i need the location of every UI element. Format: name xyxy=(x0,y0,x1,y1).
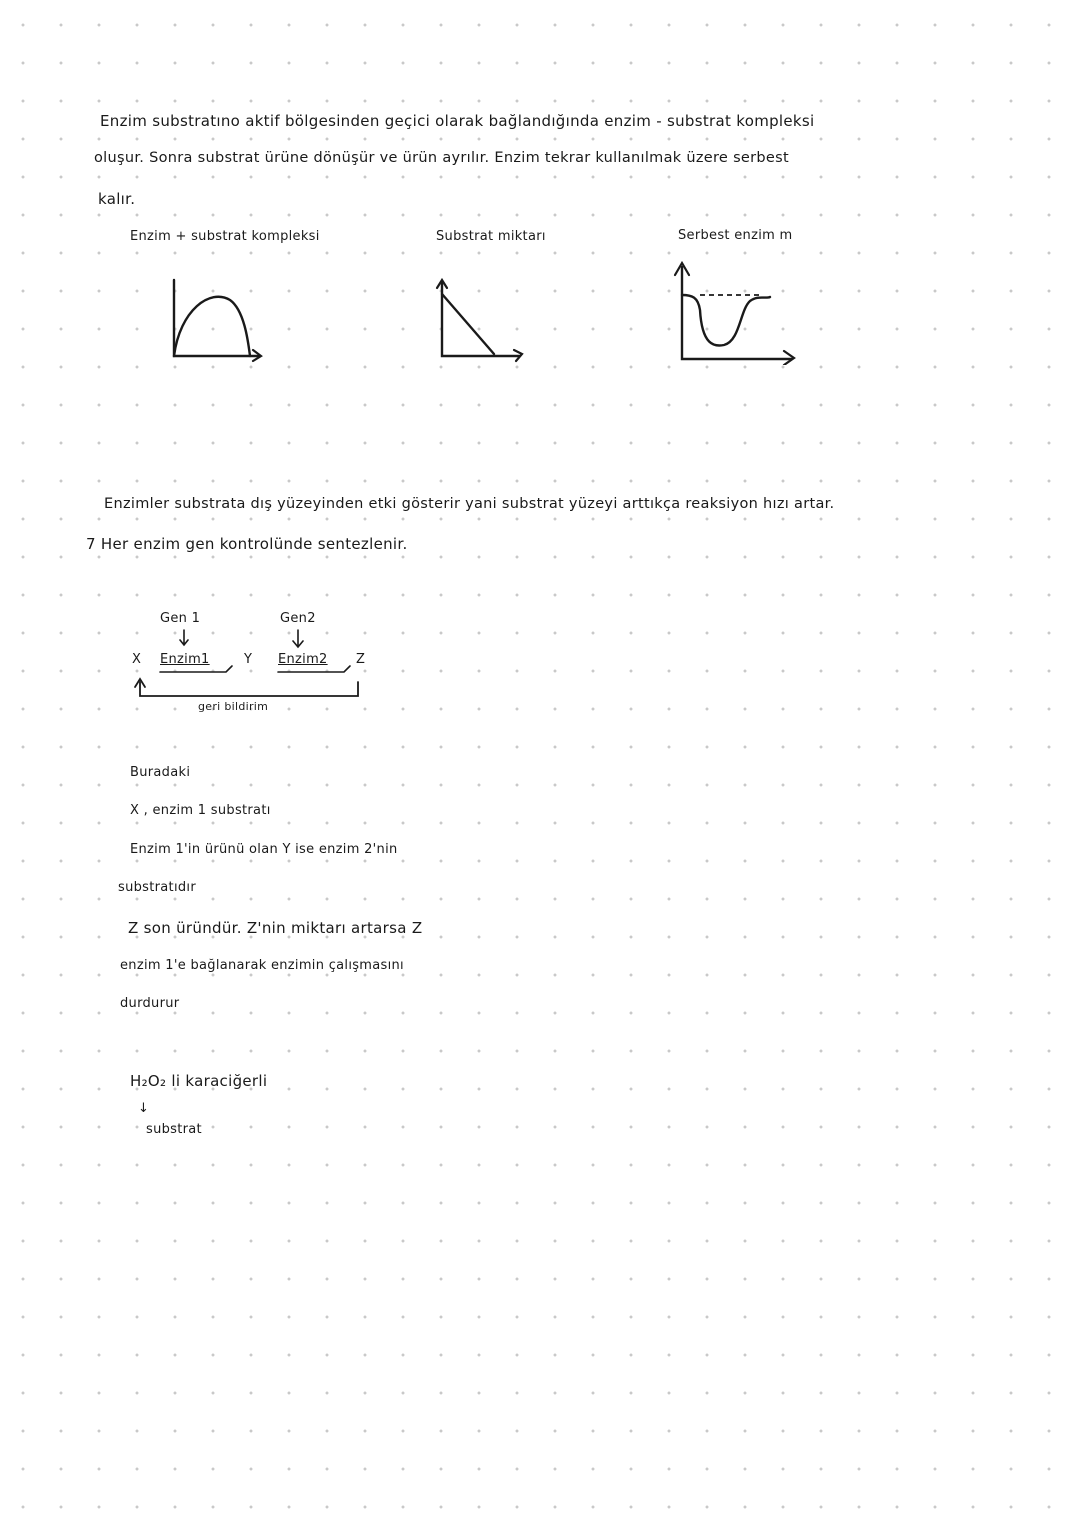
paragraph1-line3: kalır. xyxy=(98,190,136,208)
explanation-line1: Buradaki xyxy=(130,765,191,780)
enzyme1-reaction-line xyxy=(160,666,232,672)
pathway-arrows xyxy=(120,600,420,730)
graph-substrate-amount xyxy=(430,268,540,363)
explanation-line5: Z son üründür. Z'nin miktarı artarsa Z xyxy=(128,919,423,937)
graph-free-enzyme xyxy=(670,255,800,365)
explanation-line3: Enzim 1'in ürünü olan Y ise enzim 2'nin xyxy=(130,842,398,857)
pathway-diagram xyxy=(120,600,420,730)
h2o2-line: H₂O₂ li karaciğerli xyxy=(130,1072,268,1090)
gene2-label: Gen2 xyxy=(280,611,316,626)
product-y: Y xyxy=(244,652,253,667)
graph3-curve xyxy=(682,295,770,346)
graph3-label: Serbest enzim m xyxy=(678,228,793,243)
feedback-label: geri bildirim xyxy=(198,700,269,713)
enzyme2-reaction-line xyxy=(278,666,350,672)
gene1-label: Gen 1 xyxy=(160,611,201,626)
gene2-arrow xyxy=(293,630,303,647)
explanation-line4: substratıdır xyxy=(118,880,196,895)
enzyme1-label: Enzim1 xyxy=(160,652,210,667)
graph-enzyme-substrate-complex xyxy=(160,270,270,365)
enzyme2-label: Enzim2 xyxy=(278,652,328,667)
explanation-line7: durdurur xyxy=(120,996,180,1011)
gene1-arrow xyxy=(180,630,188,645)
product-z: Z xyxy=(356,652,366,667)
graph2-axes xyxy=(442,282,520,356)
paragraph1-line2: oluşur. Sonra substrat ürüne dönüşür ve ürün ayrılır. Enzim tekrar kullanılmak üzere serbest xyxy=(94,150,789,166)
substrate-note: substrat xyxy=(146,1122,202,1137)
graph1-label: Enzim + substrat kompleksi xyxy=(130,229,320,244)
graph1-curve xyxy=(174,297,250,356)
explanation-line6: enzim 1'e bağlanarak enzimin çalışmasını xyxy=(120,958,404,973)
paragraph2-line1: Enzimler substrata dış yüzeyinden etki gösterir yani substrat yüzeyi arttıkça reaksiyon hızı artar. xyxy=(104,496,835,512)
feedback-line xyxy=(140,682,358,696)
paragraph2-line2: 7 Her enzim gen kontrolünde sentezlenir. xyxy=(86,535,408,553)
down-arrow-icon: ↓ xyxy=(138,1101,150,1116)
graph2-label: Substrat miktarı xyxy=(436,229,546,244)
graph2-curve xyxy=(442,294,494,354)
paragraph1-line1: Enzim substratıno aktif bölgesinden geçici olarak bağlandığında enzim - substrat kompleksi xyxy=(100,112,815,130)
substrate-x: X xyxy=(132,652,142,667)
graph3-axes xyxy=(682,267,792,359)
explanation-line2: X , enzim 1 substratı xyxy=(130,803,271,818)
